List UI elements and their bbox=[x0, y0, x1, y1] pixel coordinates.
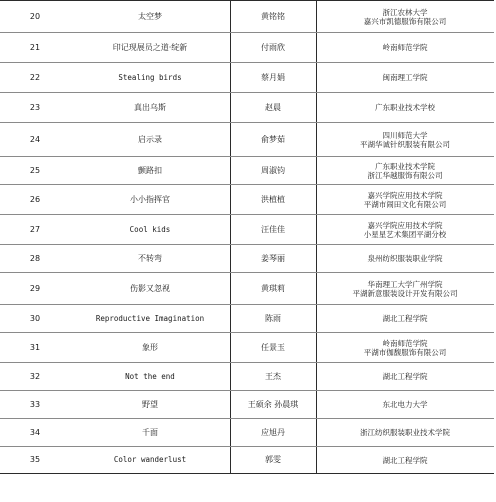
author-name: 黄铭铭 bbox=[261, 11, 285, 21]
author-name: 蔡月娟 bbox=[261, 72, 285, 82]
table-row bbox=[0, 185, 494, 215]
table-row bbox=[0, 63, 494, 93]
work-title: Color wanderlust bbox=[113, 455, 187, 464]
school-line: 闽南理工学院 bbox=[382, 73, 428, 82]
work-title: Reproductive Imagination bbox=[95, 313, 205, 323]
school-line: 广东职业技术学校 bbox=[375, 103, 435, 112]
author-name: 王硕余 孙晨琪 bbox=[247, 399, 299, 409]
school-line: 浙江纺织服装职业技术学院 bbox=[360, 428, 450, 437]
school-line: 泉州纺织服装职业学院 bbox=[367, 254, 443, 263]
school-line: 小星星艺术集团平湖分校 bbox=[363, 229, 447, 239]
table-body bbox=[0, 1, 494, 473]
table-row bbox=[0, 33, 494, 63]
author-name: 周淑钧 bbox=[261, 165, 285, 175]
school-cell bbox=[316, 215, 494, 244]
school-line: 广东职业技术学院 bbox=[375, 161, 435, 171]
school-line: 四川师范大学 bbox=[382, 130, 428, 140]
table-row bbox=[0, 447, 494, 473]
school-line: 嘉兴学院应用技术学院 bbox=[367, 190, 443, 200]
table-row bbox=[0, 245, 494, 273]
author-name: 洪植植 bbox=[261, 194, 285, 204]
work-title: 颤路扣 bbox=[138, 165, 162, 175]
work-title: 伤影又忽视 bbox=[130, 283, 170, 293]
school-line: 平湖华诚针织服装有限公司 bbox=[360, 139, 450, 149]
table-row bbox=[0, 333, 494, 363]
school-cell bbox=[316, 185, 494, 214]
work-title: 真出乌斯 bbox=[134, 102, 166, 112]
school-line: 平湖市伽馥服饰有限公司 bbox=[363, 347, 447, 357]
row-number: 20 bbox=[29, 11, 41, 21]
school-cell bbox=[316, 363, 494, 390]
school-line: 湖北工程学院 bbox=[382, 372, 428, 381]
school-cell bbox=[316, 123, 494, 156]
author-name: 任景玉 bbox=[261, 342, 285, 352]
author-name: 黄琪莉 bbox=[261, 283, 285, 293]
row-number: 23 bbox=[29, 102, 41, 112]
row-number: 30 bbox=[29, 313, 41, 323]
work-title: 印记现展员之道·绽新 bbox=[112, 42, 188, 52]
school-line: 嘉兴学院应用技术学院 bbox=[367, 220, 443, 230]
author-name: 姜琴丽 bbox=[261, 253, 285, 263]
table-row bbox=[0, 1, 494, 33]
row-number: 24 bbox=[29, 134, 41, 144]
school-line: 嘉兴市凯德服饰有限公司 bbox=[363, 16, 447, 26]
school-cell bbox=[316, 93, 494, 122]
row-number: 33 bbox=[29, 399, 41, 409]
work-title: 太空梦 bbox=[138, 11, 162, 21]
row-number: 32 bbox=[29, 371, 41, 381]
school-cell bbox=[316, 447, 494, 473]
school-line: 浙江农林大学 bbox=[382, 7, 428, 17]
school-cell bbox=[316, 273, 494, 304]
row-number: 34 bbox=[29, 427, 41, 437]
school-cell bbox=[316, 245, 494, 272]
work-title: 野望 bbox=[142, 399, 158, 409]
author-name: 王杰 bbox=[265, 371, 281, 381]
table-row bbox=[0, 363, 494, 391]
table-row bbox=[0, 419, 494, 447]
school-cell bbox=[316, 333, 494, 362]
author-name: 应旭丹 bbox=[261, 427, 285, 437]
work-title: Stealing birds bbox=[118, 72, 182, 82]
school-line: 平湖新意服装设计开发有限公司 bbox=[352, 288, 458, 298]
school-cell bbox=[316, 305, 494, 332]
school-cell bbox=[316, 419, 494, 446]
table-row bbox=[0, 273, 494, 305]
school-line: 浙江华越服饰有限公司 bbox=[367, 170, 443, 180]
author-name: 汪佳佳 bbox=[261, 224, 285, 234]
row-number: 25 bbox=[29, 165, 41, 175]
work-title: 小小指挥官 bbox=[130, 194, 170, 204]
table-row bbox=[0, 123, 494, 157]
work-title: Cool kids bbox=[129, 224, 171, 234]
author-name: 郭雯 bbox=[265, 455, 281, 464]
school-cell bbox=[316, 63, 494, 92]
author-name: 陈雨 bbox=[265, 313, 281, 323]
row-number: 27 bbox=[29, 224, 41, 234]
school-cell bbox=[316, 391, 494, 418]
row-number: 21 bbox=[29, 42, 41, 52]
row-number: 29 bbox=[29, 283, 41, 293]
author-name: 赵晨 bbox=[265, 102, 281, 112]
row-number: 22 bbox=[29, 72, 41, 82]
school-line: 湖北工程学院 bbox=[382, 314, 428, 323]
author-name: 俞梦茹 bbox=[261, 134, 285, 144]
school-line: 岭南师范学院 bbox=[382, 338, 428, 348]
school-cell bbox=[316, 33, 494, 62]
table-row bbox=[0, 305, 494, 333]
work-title: Not the end bbox=[125, 371, 175, 381]
author-name: 付雨欣 bbox=[261, 42, 285, 52]
table-row bbox=[0, 93, 494, 123]
table-row bbox=[0, 215, 494, 245]
row-number: 35 bbox=[29, 455, 41, 464]
school-line: 岭南师范学院 bbox=[382, 43, 428, 52]
row-number: 31 bbox=[29, 342, 41, 352]
table-row bbox=[0, 391, 494, 419]
table-row bbox=[0, 157, 494, 185]
work-title: 启示录 bbox=[138, 134, 162, 144]
school-line: 华南理工大学广州学院 bbox=[367, 279, 443, 289]
school-cell bbox=[316, 1, 494, 32]
school-line: 东北电力大学 bbox=[382, 400, 428, 409]
school-cell bbox=[316, 157, 494, 184]
school-line: 平湖市闹田文化有限公司 bbox=[363, 199, 447, 209]
work-title: 千面 bbox=[142, 427, 158, 437]
row-number: 28 bbox=[29, 253, 41, 263]
school-line: 湖北工程学院 bbox=[382, 455, 428, 465]
work-title: 象形 bbox=[142, 342, 158, 352]
work-title: 不转弯 bbox=[138, 253, 162, 263]
row-number: 26 bbox=[29, 194, 41, 204]
